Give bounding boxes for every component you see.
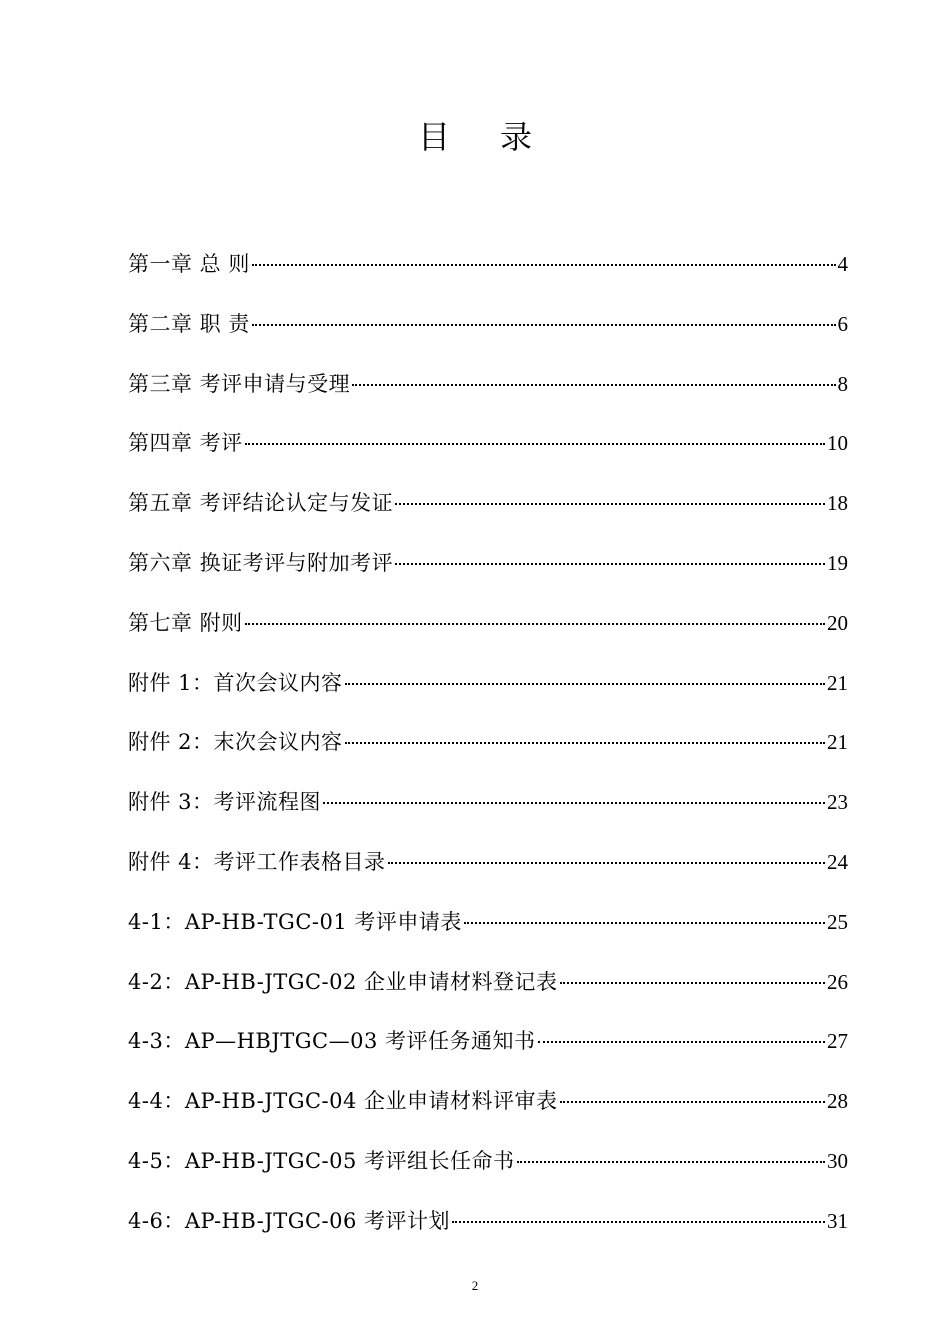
toc-entry-label: 第一章 总 则 — [128, 252, 250, 276]
toc-entry-label: 第三章 考评申请与受理 — [128, 371, 351, 396]
toc-leader-dots — [452, 1221, 825, 1223]
toc-entry-page: 21 — [827, 730, 848, 755]
toc-entry-label: 第七章 附则 — [128, 610, 243, 635]
toc-entry-page: 31 — [827, 1208, 848, 1233]
toc-leader-dots — [395, 563, 825, 565]
toc-entry-label: 4-6：AP-HB-JTGC-06 考评计划 — [128, 1208, 451, 1233]
toc-entry[interactable] — [128, 366, 848, 426]
toc-entry-page: 26 — [827, 969, 848, 994]
toc-entry[interactable] — [128, 485, 848, 545]
toc-entry[interactable] — [128, 784, 848, 844]
toc-entry-page: 30 — [827, 1148, 848, 1173]
toc-entry[interactable] — [128, 1143, 848, 1203]
toc-leader-dots — [252, 324, 836, 326]
toc-entry-page: 8 — [837, 371, 848, 396]
toc-entry-label: 4-3：AP—HBJTGC—03 考评任务通知书 — [128, 1029, 536, 1054]
toc-entry-label: 附件 1：首次会议内容 — [128, 670, 343, 695]
toc-entry-page: 24 — [827, 849, 848, 874]
toc-leader-dots — [517, 1161, 825, 1163]
toc-entry-page: 10 — [827, 431, 848, 456]
toc-entry-page: 21 — [827, 670, 848, 695]
toc-leader-dots — [352, 384, 835, 386]
toc-entry-page: 18 — [827, 491, 848, 516]
toc-leader-dots — [464, 922, 825, 924]
toc-entry[interactable] — [128, 1203, 848, 1263]
toc-entry-label: 4-1：AP-HB-TGC-01 考评申请表 — [128, 909, 462, 934]
toc-entry[interactable] — [128, 605, 848, 665]
toc-entry-page: 4 — [837, 252, 848, 276]
toc-entry[interactable] — [128, 306, 848, 366]
toc-leader-dots — [395, 503, 825, 505]
toc-entry[interactable] — [128, 425, 848, 485]
page-number: 2 — [471, 1278, 479, 1293]
toc-leader-dots — [560, 1101, 825, 1103]
toc-entry-label: 附件 2：末次会议内容 — [128, 730, 343, 755]
table-of-contents — [128, 246, 848, 1263]
toc-entry-page: 27 — [827, 1029, 848, 1054]
toc-entry[interactable] — [128, 1023, 848, 1083]
toc-entry-page: 28 — [827, 1089, 848, 1114]
toc-leader-dots — [388, 862, 825, 864]
toc-entry[interactable] — [128, 904, 848, 964]
toc-leader-dots — [245, 443, 825, 445]
toc-leader-dots — [538, 1041, 825, 1043]
toc-leader-dots — [323, 802, 825, 804]
toc-entry-label: 第五章 考评结论认定与发证 — [128, 491, 394, 516]
toc-entry[interactable] — [128, 665, 848, 725]
toc-entry[interactable] — [128, 844, 848, 904]
toc-entry[interactable] — [128, 724, 848, 784]
toc-entry-page: 6 — [837, 311, 848, 336]
toc-entry[interactable] — [128, 545, 848, 605]
toc-entry-label: 第四章 考评 — [128, 431, 243, 456]
toc-entry-page: 20 — [827, 610, 848, 635]
toc-entry-label: 第二章 职 责 — [128, 311, 250, 336]
toc-entry-label: 4-2：AP-HB-JTGC-02 企业申请材料登记表 — [128, 969, 558, 994]
toc-entry-label: 第六章 换证考评与附加考评 — [128, 550, 394, 575]
toc-entry[interactable] — [128, 1083, 848, 1143]
toc-leader-dots — [252, 264, 836, 266]
page-title: 目录 — [417, 118, 582, 156]
toc-entry-page: 23 — [827, 790, 848, 815]
toc-entry-label: 附件 4：考评工作表格目录 — [128, 849, 386, 874]
toc-leader-dots — [345, 683, 825, 685]
toc-leader-dots — [560, 982, 825, 984]
toc-entry-label: 附件 3：考评流程图 — [128, 790, 322, 815]
toc-entry-label: 4-4：AP-HB-JTGC-04 企业申请材料评审表 — [128, 1089, 558, 1114]
toc-entry-label: 4-5：AP-HB-JTGC-05 考评组长任命书 — [128, 1148, 515, 1173]
toc-leader-dots — [345, 742, 825, 744]
toc-leader-dots — [245, 623, 825, 625]
toc-entry-page: 25 — [827, 909, 848, 934]
toc-entry-page: 19 — [827, 550, 848, 575]
toc-entry[interactable] — [128, 964, 848, 1024]
toc-entry[interactable] — [128, 246, 848, 306]
